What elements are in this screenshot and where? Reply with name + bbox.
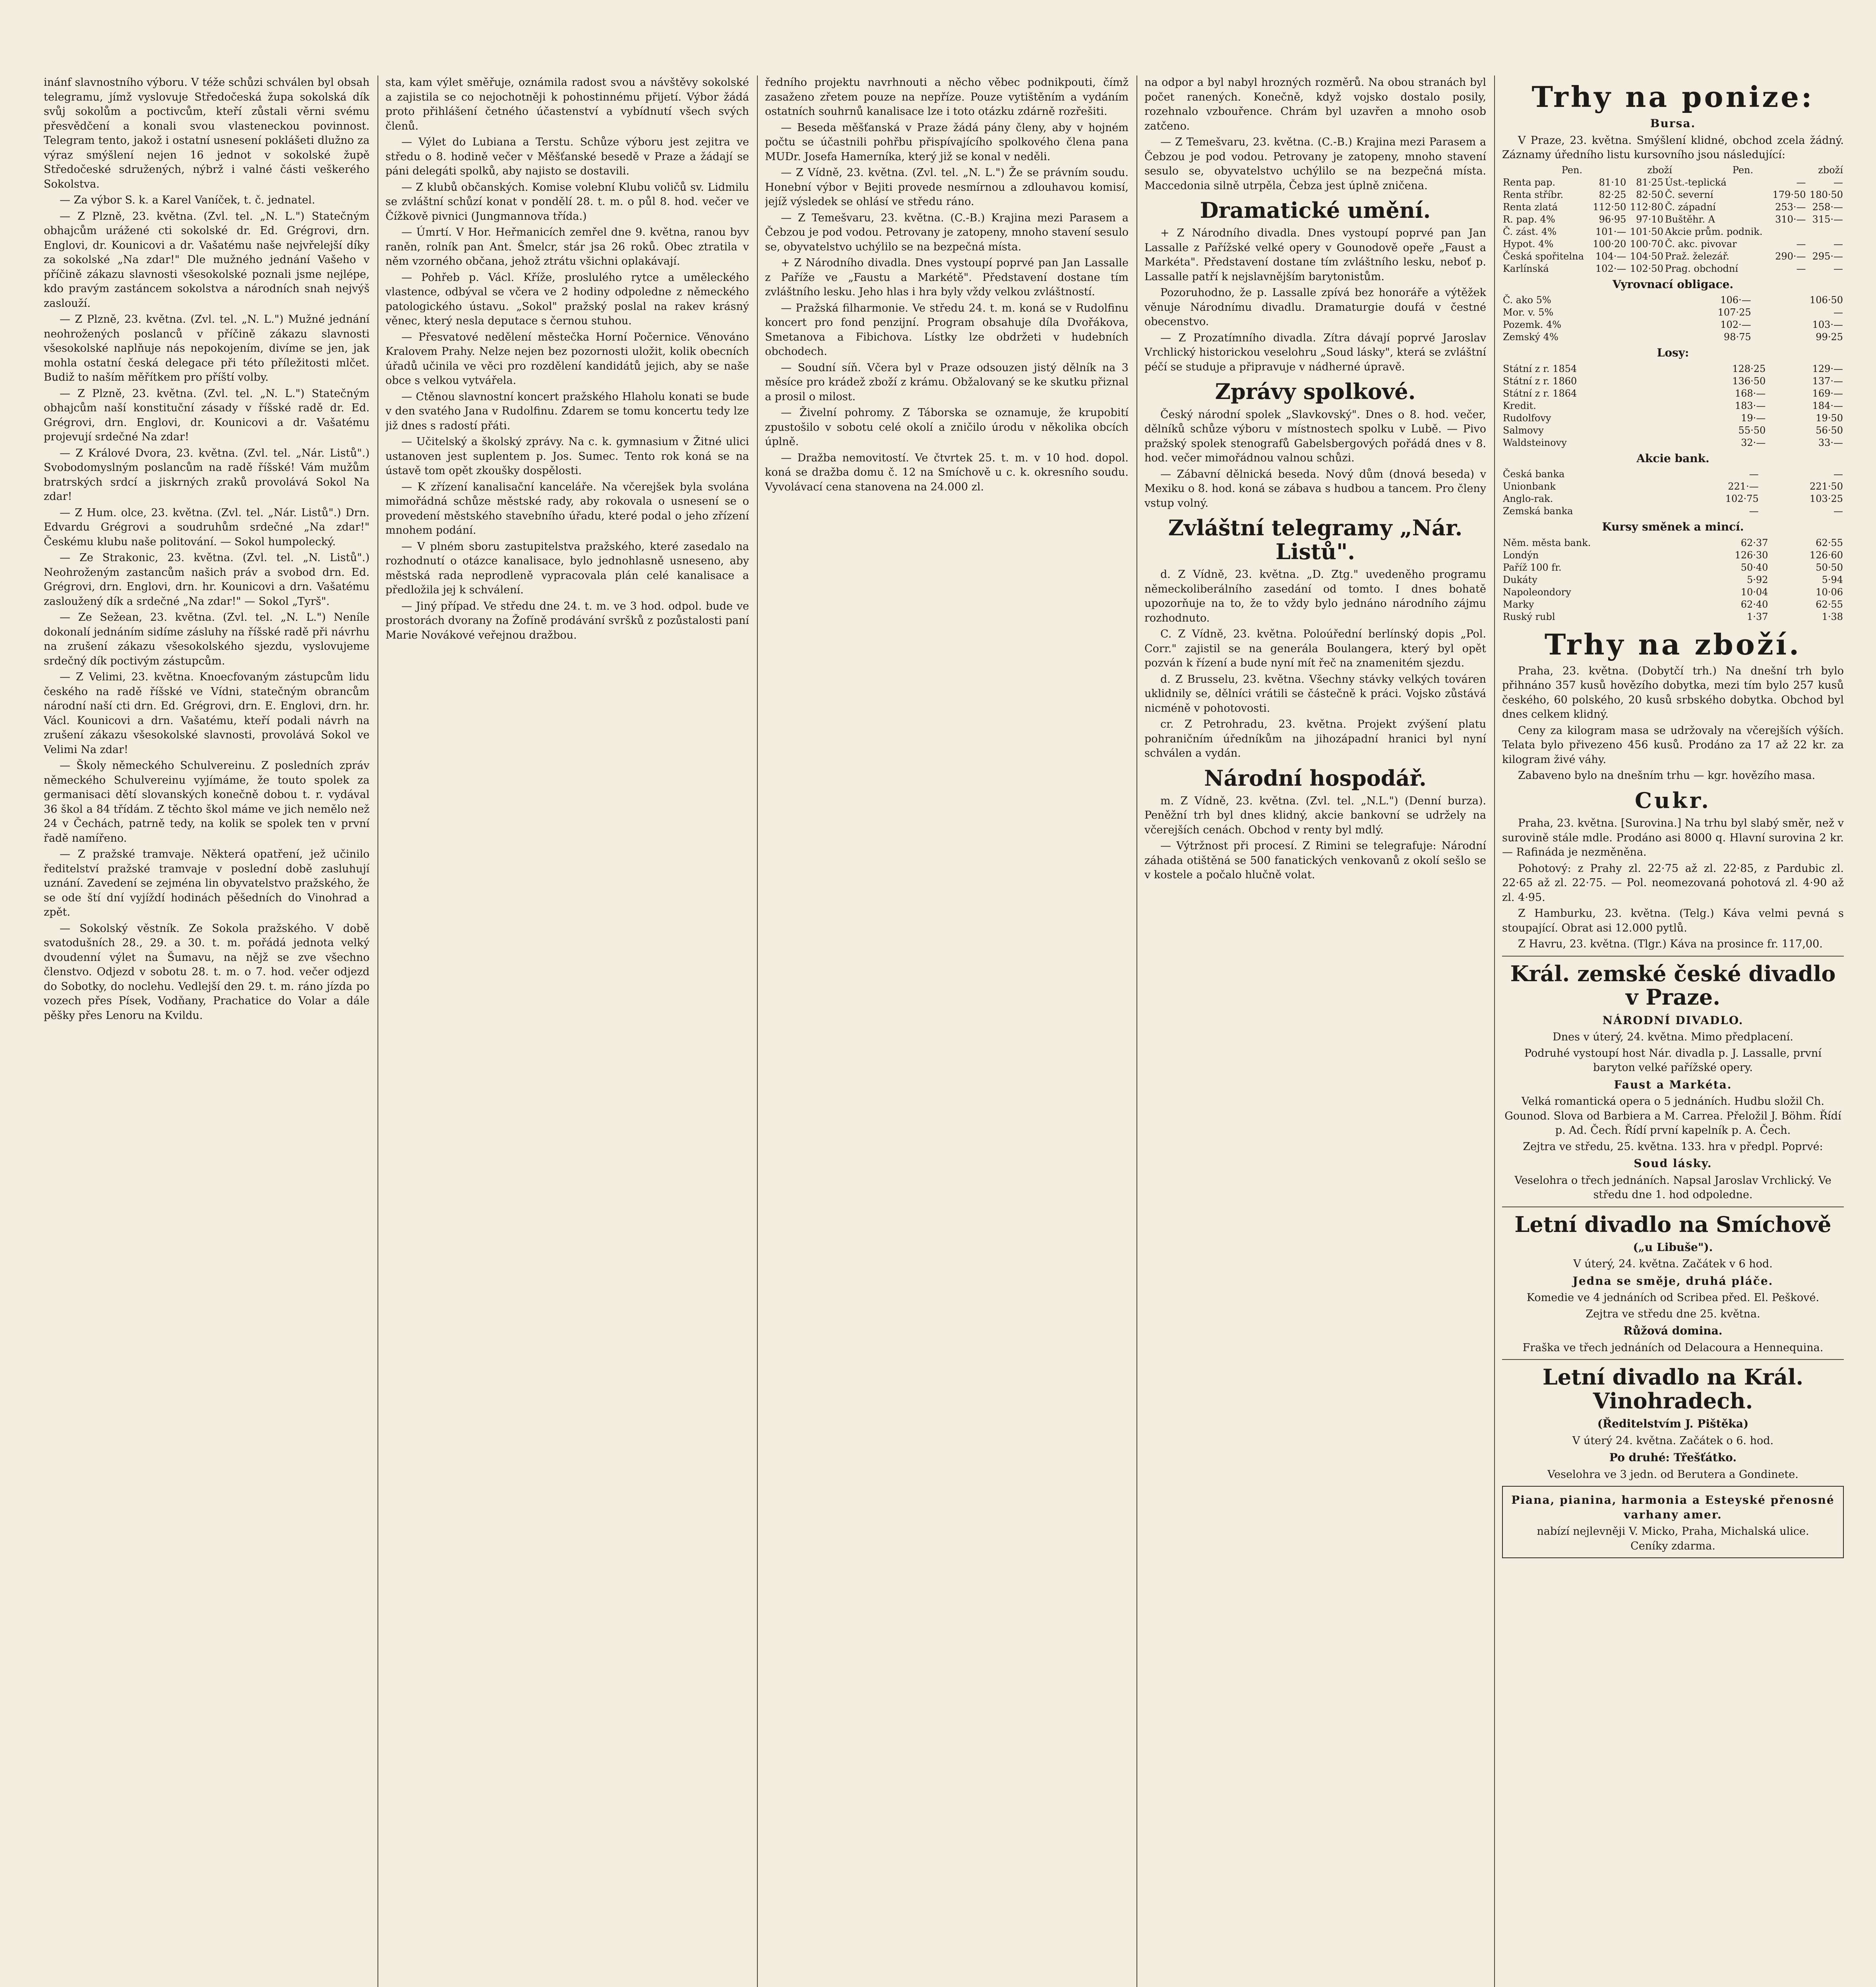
- theatre-text: Dnes v úterý, 24. května. Mimo předplacení.: [1553, 1031, 1793, 1044]
- table-cell: Salmovy: [1503, 424, 1544, 436]
- rates-table: [1502, 363, 1844, 449]
- section-heading: Zvláštní telegramy „Nár. Listů".: [1168, 515, 1463, 564]
- article: Zabaveno bylo na dnešním trhu — kgr. hovězího masa.: [1518, 769, 1816, 782]
- table-cell: 180·50: [1810, 189, 1843, 200]
- article: — Za výbor S. k. a Karel Vaníček, t. č. jednatel.: [60, 194, 316, 206]
- rates-table: [1502, 537, 1844, 623]
- table-cell: —: [1833, 263, 1843, 274]
- article: — Z Vídně, 23. května. (Zvl. tel. „N. L.") Že se právním soudu. Honební výbor v Bejiti provede nesmírnou a zdlouhavou komisí, jejíž výsledek se ohlásí ve středu ráno.: [765, 167, 1129, 208]
- table-cell: Renta zlatá: [1503, 201, 1558, 213]
- table-cell: 62·55: [1816, 537, 1843, 548]
- table-cell: 50·40: [1740, 562, 1768, 573]
- theatre-text: V úterý 24. května. Začátek o 6. hod.: [1572, 1434, 1774, 1447]
- table-cell: 102·75: [1725, 493, 1759, 505]
- play-title: Soud lásky.: [1634, 1157, 1712, 1170]
- article: — K zřízení kanalisační kanceláře. Na včerejšek byla svolána mimořádná schůze městské rady, aby rokovala o usnesení se o provedení městského stavebního úřadu, které podal o jeho zřízení mnohem podání.: [385, 480, 749, 536]
- section-heading: Cukr.: [1635, 787, 1711, 813]
- table-cell: Buštěhr. A: [1665, 213, 1715, 225]
- table-cell: 136·50: [1732, 375, 1766, 387]
- article: + Z Národního divadla. Dnes vystoupí poprvé pan Jan Lassalle z Pařížské velké opery v Gounodově opeře „Faust a Markéta". Představení dostane tím zvláštního lesku, neboť p. Lassalle patří k nejslavnějším barytonistům.: [1144, 227, 1486, 283]
- article: Pohotový: z Prahy zl. 22·75 až zl. 22·85, z Pardubic zl. 22·65 až zl. 22·75. — Pol. neomezovaná pohotová zl. 4·90 až zl. 4·95.: [1502, 862, 1844, 904]
- table-row: [1502, 562, 1844, 574]
- table-cell: 126·60: [1810, 549, 1843, 561]
- section-heading: Zprávy spolkové.: [1215, 379, 1416, 405]
- article: d. Z Vídně, 23. května. „D. Ztg." uvedeněho programu německoliberálního zasedání od tomto. I dnes bohatě upozorňuje na to, že to vždy bylo jednáno národního zájmu rozhodnuto.: [1144, 568, 1486, 624]
- table-cell: Č. západní: [1665, 201, 1716, 213]
- table-cell: 102·50: [1630, 263, 1663, 274]
- table-cell: 258·—: [1812, 201, 1843, 213]
- article: — Živelní pohromy. Z Táborska se oznamuje, že krupobití zpustošilo v sobotu celé okolí a zničilo úrodu v několika obcích úplně.: [765, 407, 1129, 448]
- table-row: [1502, 424, 1844, 437]
- table-cell: Mor. v. 5%: [1503, 307, 1554, 318]
- table-cell: Úst.-teplická: [1665, 176, 1727, 188]
- table-cell: 99·25: [1816, 331, 1843, 343]
- subheading: Akcie bank.: [1636, 451, 1710, 465]
- rates-table: [1502, 176, 1844, 275]
- article: sta, kam výlet směřuje, oznámila radost svou a návštěvy sokolské a zajistila se co nejochotněji k pohostinnému přijetí. Výbor žádá proto přihlášení četného účastenství a vybídnutí všech svých členů.: [385, 76, 749, 132]
- table-cell: —: [1833, 238, 1843, 250]
- article: — Z Plzně, 23. května. (Zvl. tel. „N. L.") Mužné jednání neohrožených poslanců v příčině zákazu slavnosti všesokolské naplňuje nás nepokojením, divíme se jen, jak mohla ostatní česká delegace při této příležitosti mlčet. Budiž to naším měřítkem pro příští volby.: [44, 313, 370, 383]
- table-cell: 19·—: [1741, 412, 1766, 424]
- table-cell: 100·20: [1593, 238, 1626, 250]
- section-heading: Trhy na zboží.: [1544, 627, 1802, 661]
- article: — Z Temešvaru, 23. května. (C.-B.) Krajina mezi Parasem a Čebzou je pod vodou. Petrovany je zatopeny, mnoho stavení sesulo se, obyvatelstvo uchýlilo se na bezpečná místa.: [765, 211, 1129, 253]
- table-cell: 168·—: [1735, 387, 1766, 399]
- table-cell: 128·25: [1732, 363, 1766, 374]
- table-cell: —: [1833, 307, 1843, 318]
- table-row: [1502, 537, 1844, 549]
- table-cell: Ruský rubl: [1503, 611, 1555, 622]
- theatre-text: Zejtra ve středu dne 25. května.: [1586, 1307, 1760, 1320]
- table-row: [1502, 375, 1844, 387]
- article: inánf slavnostního výboru. V téže schůzi schválen byl obsah telegramu, jímž vyslovuje Středočeská župa sokolská dík svůj sokolům a poctivcům, kteří zůstali věrni svému přesvědčení a konali svou vlasteneckou povinnost. Telegram tento, jakož i ostatní usnesení poklášeti dlužno za výraz smýšlení nejen 16 jednot v sokolské župě Středočeské sdružených, nýbrž i valné části veškerého Sokolstva.: [44, 76, 370, 190]
- table-cell: Česká banka: [1503, 469, 1565, 480]
- table-cell: Renta stříbr.: [1503, 189, 1564, 200]
- table-cell: Pen.: [1561, 164, 1583, 176]
- play-title: Faust a Markéta.: [1614, 1078, 1732, 1091]
- table-cell: Anglo-rak.: [1503, 493, 1553, 505]
- article: — Školy německého Schulvereinu. Z posledních zpráv německého Schulvereinu vyjímáme, že touto spolek za germanisaci dětí slovanských konečně dobou t. r. vydával 36 škol a 84 třídám. Z těchto škol máme ve jich nemělo než 24 v Čechách, patrně tedy, na kolik se spolek ten v první řadě namířeno.: [44, 759, 370, 844]
- table-row: [1502, 213, 1844, 226]
- table-row: [1502, 468, 1844, 480]
- table-cell: 104·50: [1630, 250, 1663, 262]
- table-cell: zboží: [1818, 164, 1843, 176]
- advertisement: [1502, 1486, 1844, 1558]
- table-cell: Unionbank: [1503, 481, 1556, 492]
- table-cell: Státní z r. 1864: [1503, 387, 1577, 399]
- table-row: [1502, 164, 1844, 176]
- article: — Z Hum. olce, 23. května. (Zvl. tel. „Nár. Listů".) Drn. Edvardu Grégrovi a soudruhům srdečné „Na zdar!" Českému klubu naše politování. — Sokol humpolecký.: [44, 506, 370, 548]
- table-cell: 137·—: [1812, 375, 1843, 387]
- article: cr. Z Petrohradu, 23. května. Projekt zvýšení platu pohraničním úředníkům na jihozápadní hranici byl nyní schválen a vydán.: [1144, 718, 1486, 760]
- table-cell: 55·50: [1738, 424, 1766, 436]
- table-cell: 5·94: [1822, 574, 1843, 585]
- article: — Zábavní dělnická beseda. Nový dům (dnová beseda) v Mexiku o 8. hod. koná se zábava s hudbou a tancem. Pro členy vstup volný.: [1144, 468, 1486, 509]
- table-cell: 81·25: [1636, 176, 1663, 188]
- article: Z Havru, 23. května. (Tlgr.) Káva na prosince fr. 117,00.: [1518, 938, 1823, 951]
- table-cell: Prag. obchodní: [1665, 263, 1739, 274]
- table-row: [1502, 505, 1844, 517]
- table-row: [1502, 611, 1844, 623]
- theatre-text: Komedie ve 4 jednáních od Scribea před. El. Peškové.: [1526, 1292, 1820, 1304]
- article: — Z pražské tramvaje. Některá opatření, jež učinilo ředitelství pražské tramvaje v poslední době zasluhují uznání. Zavedení se zejména lin obyvatelstvo pražského, že se ode ští dní vyjíždí hodinách pěšedních do Vinohrad a zpět.: [44, 848, 370, 918]
- column-1: [44, 76, 370, 1987]
- table-cell: Česká spořitelna: [1503, 250, 1584, 262]
- theatre-subtitle: NÁRODNÍ DIVADLO.: [1602, 1013, 1744, 1027]
- theatre-text: Zejtra ve středu, 25. května. 133. hra v předpl. Poprvé:: [1523, 1140, 1823, 1153]
- article: — Z Plzně, 23. května. (Zvl. tel. „N. L.") Statečným obhajcům urážené cti sokolské dr. Ed. Grégrovi, drn. Englovi, dr. Kounicovi a dr. Vašatému naše nejvřelejší díky za sokolské „Na zdar!" Dle mužného jednání Vašeho v příčině zákazu slavnosti všesokolské poznali jsme nejlépe, kdo pravým zastáncem sokolstva a národních snah nejvýš zaslouží.: [44, 210, 370, 310]
- table-cell: —: [1833, 469, 1843, 480]
- table-row: [1502, 250, 1844, 263]
- article: — Z Králové Dvora, 23. května. (Zvl. tel. „Nár. Listů".) Svobodomyslným poslancům na radě říšské! Vám mužům bratrských srdcí a jiskrných zraků provolává Sokol Na zdar!: [44, 447, 370, 503]
- article: Praha, 23. května. [Surovina.] Na trhu byl slabý směr, než v surovině stále mdle. Prodáno asi 8000 q. Hlavní surovina 2 kr. — Rafináda je nezměněna.: [1502, 817, 1844, 859]
- article: m. Z Vídně, 23. května. (Zvl. tel. „N.L.") (Denní burza). Peněžní trh byl dnes klidný, akcie bankovní se udržely na včerejších cenách. Obchod v renty byl mdlý.: [1144, 794, 1486, 836]
- ad-headline: Piana, pianina, harmonia a Esteyské přenosné varhany amer.: [1511, 1493, 1835, 1521]
- article: — Beseda měšťanská v Praze žádá pány členy, aby v hojném počtu se účastnili pohřbu přispívajícího spolkového člena pana MUDr. Josefa Hamerníka, který již se konal v neděli.: [765, 121, 1129, 163]
- theatre-title: Král. zemské české divadlo v Praze.: [1510, 961, 1836, 1010]
- article: — Z Prozatímního divadla. Zítra dávají poprvé Jaroslav Vrchlický historickou veselohru „Soud lásky", která se zvláštní péčí se studuje a připravuje v nádherné úpravě.: [1144, 331, 1486, 373]
- table-cell: 62·55: [1816, 598, 1843, 610]
- article: Praha, 23. května. (Dobytčí trh.) Na dnešní trh bylo přihnáno 357 kusů hovězího dobytka, mezi tím bylo 257 kusů českého, 60 polského, 20 kusů srbského dobytka. Obchod byl dnes celkem klidný.: [1502, 664, 1844, 721]
- table-cell: Londýn: [1503, 549, 1539, 561]
- article: — Z Plzně, 23. května. (Zvl. tel. „N. L.") Statečným obhajcům naší konstituční zásady v říšské radě dr. Ed. Grégrovi, drn. Englovi, dr. Kounicovi a dr. Vašatému projevují srdečné Na zdar!: [44, 387, 370, 443]
- table-cell: Č. ako 5%: [1503, 294, 1551, 306]
- article: — V plném sboru zastupitelstva pražského, které zasedalo na rozhodnutí o otázce kanalisace, bylo jednohlasně usneseno, aby městská rada neprodleně vypracovala plán celé kanalisace a předložila jej k schválení.: [385, 540, 749, 596]
- table-cell: 315·—: [1812, 213, 1843, 225]
- table-cell: —: [1796, 176, 1806, 188]
- column-2: [385, 76, 749, 1987]
- table-cell: 101·—: [1595, 226, 1626, 237]
- article: — Z Temešvaru, 23. května. (C.-B.) Krajina mezi Parasem a Čebzou je pod vodou. Petrovany je zatopeny, mnoho stavení sesulo se, obyvatelstvo uchýlilo se na bezpečná místa. Maccedonia silně utrpěla, Čebza jest úplně zničena.: [1144, 136, 1486, 192]
- table-cell: 5·92: [1747, 574, 1768, 585]
- table-cell: 33·—: [1818, 437, 1843, 448]
- rates-table: [1502, 468, 1844, 517]
- theatre-subtitle: („u Libuše").: [1633, 1240, 1713, 1254]
- table-cell: Hypot. 4%: [1503, 238, 1554, 250]
- table-row: [1502, 598, 1844, 611]
- table-row: [1502, 586, 1844, 598]
- table-cell: —: [1796, 238, 1806, 250]
- table-cell: 19·50: [1816, 412, 1843, 424]
- table-cell: 50·50: [1816, 562, 1843, 573]
- table-row: [1502, 331, 1844, 343]
- subheading: Vyrovnací obligace.: [1612, 277, 1734, 291]
- theatre-title: Letní divadlo na Smíchově: [1514, 1211, 1831, 1237]
- article: + Z Národního divadla. Dnes vystoupí poprvé pan Jan Lassalle z Paříže ve „Faustu a Markétě". Představení dostane tím zvláštního lesku. Jeho hlas i hra byly vždy velkou zvláštností.: [765, 257, 1129, 298]
- table-cell: Pozemk. 4%: [1503, 319, 1562, 331]
- table-row: [1502, 238, 1844, 250]
- table-cell: zboží: [1647, 164, 1672, 176]
- rates-table: [1502, 164, 1844, 176]
- table-cell: [1673, 164, 1679, 176]
- table-cell: 184·—: [1812, 400, 1843, 411]
- table-cell: 129·—: [1812, 363, 1843, 374]
- table-cell: 97·10: [1636, 213, 1663, 225]
- table-cell: Praž. železář.: [1665, 250, 1729, 262]
- article: — Výtržnost při procesí. Z Rimini se telegrafuje: Národní záhada otištěná se 500 fanatických venkovanů z okolí sešlo se v kostele a počalo hlučně volat.: [1144, 840, 1486, 881]
- article: — Z klubů občanských. Komise volební Klubu voličů sv. Lidmilu se zvláštní schůzí konat v pondělí 28. t. m. o půl 8. hod. večer ve Čížkově pivnici (Jungmannova třída.): [385, 181, 749, 223]
- table-cell: 106·—: [1720, 294, 1751, 306]
- column-rule: [1494, 76, 1495, 1987]
- table-cell: Paříž 100 fr.: [1503, 562, 1562, 573]
- table-cell: [1502, 164, 1508, 176]
- table-cell: [1807, 226, 1844, 238]
- article: V Praze, 23. května. Smýšlení klidné, obchod zcela žádný. Záznamy úředního listu kursovního jsou následující:: [1502, 134, 1844, 161]
- table-cell: 10·06: [1816, 586, 1843, 598]
- article: — Sokolský věstník. Ze Sokola pražského. V době svatodušních 28., 29. a 30. t. m. pořádá jednota velký dvoudenní výlet na Šumavu, na nějž se zve všechno členstvo. Odjezd v sobotu 28. t. m. o 7. hod. večer odjezd do Sobotky, do noclehu. Vedlejší den 29. t. m. ráno jízda po vozech přes Písek, Vodňany, Prachatice do Volar a dále pěšky přes Lenoru na Kvildu.: [44, 922, 370, 1022]
- article: — Soudní síň. Včera byl v Praze odsouzen jistý dělník na 3 měsíce pro krádež zboží z krámu. Obžalovaný se ke skutku přiznal a prosil o milost.: [765, 361, 1129, 403]
- column-4: [1144, 76, 1486, 1987]
- table-cell: 1·37: [1747, 611, 1768, 622]
- table-row: [1502, 294, 1844, 306]
- ad-text: nabízí nejlevněji V. Micko, Praha, Michalská ulice.: [1537, 1525, 1809, 1538]
- table-cell: 103·—: [1812, 319, 1843, 331]
- table-cell: Zemská banka: [1503, 505, 1573, 517]
- table-row: [1502, 263, 1844, 275]
- table-cell: 82·25: [1599, 189, 1626, 200]
- table-cell: Napoleondory: [1503, 586, 1571, 598]
- table-cell: 112·80: [1630, 201, 1663, 213]
- article: — Dražba nemovitostí. Ve čtvrtek 25. t. m. v 10 hod. dopol. koná se dražba domu č. 12 na Smíchově u c. k. okresního soudu. Vyvolávací cena stanovena na 24.000 zl.: [765, 451, 1129, 493]
- table-cell: 253·—: [1775, 201, 1806, 213]
- table-row: [1502, 437, 1844, 449]
- table-cell: 221·50: [1810, 481, 1843, 492]
- table-cell: 62·37: [1740, 537, 1768, 548]
- table-cell: R. pap. 4%: [1503, 213, 1555, 225]
- section-heading: Trhy na ponize:: [1531, 80, 1814, 114]
- theatre-subtitle: (Ředitelstvím J. Pištěka): [1597, 1417, 1749, 1431]
- article: — Ctěnou slavnostní koncert pražského Hlaholu konati se bude v den svatého Jana v Rudolfinu. Zdarem se tomu koncertu tedy lze již dnes s radostí přáti.: [385, 390, 749, 432]
- table-cell: 100·70: [1630, 238, 1663, 250]
- article: — Ze Sežean, 23. května. (Zvl. tel. „N. L.") Neníle dokonalí jednáním sidíme zásluhy na říšské radě při návrhu na zrušení zákazu všesokolského sjezdu, vyslovujeme srdečný dík poctivým zástupcům.: [44, 611, 370, 667]
- table-cell: 169·—: [1812, 387, 1843, 399]
- table-cell: 62·40: [1740, 598, 1768, 610]
- table-cell: 112·50: [1593, 201, 1626, 213]
- table-cell: 310·—: [1775, 213, 1806, 225]
- table-cell: —: [1796, 263, 1806, 274]
- subheading: Losy:: [1657, 346, 1689, 360]
- column-3: [765, 76, 1129, 1987]
- table-cell: 179·50: [1772, 189, 1806, 200]
- table-cell: —: [1749, 469, 1759, 480]
- theatre-text: Veselohra o třech jednáních. Napsal Jaroslav Vrchlický. Ve středu dne 1. hod odpoledne.: [1514, 1174, 1831, 1201]
- column-rule: [1136, 76, 1137, 1987]
- table-cell: Něm. města bank.: [1503, 537, 1591, 548]
- table-cell: Zemský 4%: [1503, 331, 1558, 343]
- table-row: [1502, 400, 1844, 412]
- table-cell: Waldsteinovy: [1503, 437, 1567, 448]
- article: — Úmrtí. V Hor. Heřmanicích zemřel dne 9. května, ranou byv raněn, rolník pan Ant. Šmelcr, stár jsa 26 roků. Obec ztratila v něm vzorného občana, jehož ztrátu všichni oplakávají.: [385, 226, 749, 267]
- play-title: Po druhé: Třešťátko.: [1609, 1451, 1737, 1464]
- table-cell: Dukáty: [1503, 574, 1537, 585]
- table-cell: 101·50: [1630, 226, 1663, 237]
- subheading: Bursa.: [1650, 117, 1696, 130]
- table-row: [1502, 549, 1844, 562]
- table-row: [1502, 493, 1844, 505]
- theatre-text: Velká romantická opera o 5 jednáních. Hudbu složil Ch. Gounod. Slova od Barbiera a M. Carrea. Přeložil J. Böhm. Řídí p. Ad. Čech. Řídí první kapelník p. A. Čech.: [1504, 1095, 1841, 1137]
- play-title: Růžová domina.: [1623, 1324, 1723, 1338]
- table-row: [1502, 574, 1844, 586]
- table-cell: 1·38: [1822, 611, 1843, 622]
- play-title: Jedna se směje, druhá pláče.: [1572, 1274, 1773, 1288]
- theatre-text: Podruhé vystoupí host Nár. divadla p. J. Lassalle, první baryton velké pařížské opery.: [1524, 1047, 1822, 1074]
- table-cell: 107·25: [1717, 307, 1751, 318]
- article: C. Z Vídně, 23. května. Poloúřední berlínský dopis „Pol. Corr." zajistil se na generála Boulangera, který byl opět pozván k řízení a bude nyní mít řeč na znamenitém sjezdu.: [1144, 628, 1486, 670]
- table-cell: [1770, 226, 1806, 238]
- table-cell: Státní z r. 1860: [1503, 375, 1577, 387]
- article: na odpor a byl nabyl hrozných rozměrů. Na obou stranách byl počet ranených. Konečně, když vojsko dostalo posily, rozehnalo vzbouřence. Chrám byl uzavřen a mnoho osob zatčeno.: [1144, 76, 1486, 132]
- article: — Učitelský a školský zprávy. Na c. k. gymnasium v Žitné ulici ustanoven jest suplentem p. Jos. Sumec. Tento rok koná se na ústavě tom opět zkoušky dospělosti.: [385, 436, 749, 477]
- divider: [1502, 956, 1844, 957]
- table-row: [1502, 306, 1844, 319]
- article: — Přesvatové nedělení městečka Horní Počernice. Věnováno Kralovem Prahy. Nelze nejen bez pozornosti uložit, kolik obecních úřadů učinila ve věci pro rozdělení kandidátů jejich, aby se naše obce s velkou vytvářela.: [385, 331, 749, 387]
- table-cell: Státní z r. 1854: [1503, 363, 1577, 374]
- table-row: [1502, 319, 1844, 331]
- table-cell: Karlínská: [1503, 263, 1549, 274]
- table-row: [1502, 176, 1844, 189]
- table-row: [1502, 480, 1844, 493]
- table-row: [1502, 412, 1844, 424]
- article: Ceny za kilogram masa se udržovaly na včerejších výších. Telata bylo přivezeno 456 kusů. Prodáno za 17 až 22 kr. za kilogram živé váhy.: [1502, 724, 1844, 766]
- table-cell: —: [1833, 176, 1843, 188]
- article: — Jiný případ. Ve středu dne 24. t. m. ve 3 hod. odpol. bude ve prostorách dvorany na Žofíně prodávání svršků z pozůstalosti paní Marie Novákové veřejnou dražbou.: [385, 600, 749, 641]
- table-cell: 221·—: [1728, 481, 1759, 492]
- article: Pozoruhodno, že p. Lassalle zpívá bez honoráře a výtěžek věnuje Národnímu divadlu. Dramaturgie doufá v čestné obecenstvo.: [1144, 287, 1486, 328]
- article: Z Hamburku, 23. května. (Telg.) Káva velmi pevná s stoupající. Obrat asi 12.000 pytlů.: [1502, 907, 1844, 934]
- divider: [1502, 1359, 1844, 1360]
- table-cell: 102·—: [1720, 319, 1751, 331]
- article: — Pohřeb p. Václ. Kříže, proslulého rytce a uměleckého vlastence, odbýval se včera ve 2 hodiny odpoledne z německého patologického ústavu. „Sokol" pražský poslal na rakev krásný věnec, který nesla deputace s černou stuhou.: [385, 271, 749, 327]
- table-cell: 106·50: [1810, 294, 1843, 306]
- table-row: [1502, 226, 1844, 238]
- table-cell: 82·50: [1636, 189, 1663, 200]
- table-cell: —: [1749, 505, 1759, 517]
- section-heading: Dramatické umění.: [1200, 198, 1431, 223]
- table-cell: Marky: [1503, 598, 1534, 610]
- column-5: [1502, 76, 1844, 1987]
- table-cell: —: [1833, 505, 1843, 517]
- article: — Z Velimi, 23. května. Knoecfovaným zástupcům lidu českého na radě říšské ve Vídni, statečným obrancům národní naší cti drn. Ed. Grégrovi, drn. E. Englovi, drn. hr. Václ. Kounicovi a drn. Vašatému, kteří podali návrh na zrušení zákazu všesokolské slavnosti, provolává Sokol ve Velimi Na zdar!: [44, 671, 370, 756]
- theatre-title: Letní divadlo na Král. Vinohradech.: [1542, 1364, 1804, 1414]
- table-cell: 103·25: [1810, 493, 1843, 505]
- article: — Ze Strakonic, 23. května. (Zvl. tel. „N. Listů".) Neohroženým zastancům našich práv a svobod drn. Ed. Grégrovi, drn. Englovi, drn. hr. Kounicovi a drn. Vašatému zasloužený dík a srdečné „Na zdar!" — Sokol „Tyrš".: [44, 552, 370, 608]
- table-row: [1502, 201, 1844, 213]
- table-cell: 32·—: [1741, 437, 1766, 448]
- table-cell: 295·—: [1812, 250, 1843, 262]
- table-cell: Č. akc. pivovar: [1665, 238, 1737, 250]
- subheading: Kursy směnek a mincí.: [1602, 520, 1744, 534]
- table-row: [1502, 363, 1844, 375]
- theatre-text: Veselohra ve 3 jedn. od Berutera a Gondinete.: [1547, 1468, 1799, 1481]
- theatre-text: V úterý, 24. května. Začátek v 6 hod.: [1573, 1258, 1773, 1270]
- table-cell: Kredit.: [1503, 400, 1536, 411]
- table-cell: Pen.: [1732, 164, 1754, 176]
- article: Český národní spolek „Slavkovský". Dnes o 8. hod. večer, dělníků schůze výboru v místnostech spolku v Lubě. — Pivo pražský spolek stenografů Gabelsbergových pořádá dnes v 8. hod. večer mimořádnou valnou schůzi.: [1144, 408, 1486, 465]
- rates-table: [1502, 294, 1844, 343]
- table-cell: 183·—: [1735, 400, 1766, 411]
- table-cell: Č. zást. 4%: [1503, 226, 1557, 237]
- table-row: [1502, 189, 1844, 201]
- table-cell: 126·30: [1735, 549, 1768, 561]
- table-row: [1502, 387, 1844, 400]
- article: — Pražská filharmonie. Ve středu 24. t. m. koná se v Rudolfinu koncert pro fond penzijní. Program obsahuje díla Dvořákova, Smetanova a Fibichova. Lístky lze obdržeti v hudebních obchodech.: [765, 302, 1129, 358]
- article: d. Z Brusselu, 23. května. Všechny stávky velkých továren uklidnily se, dělníci vrátili se částečně k práci. Vojsko zůstává nicméně v pohotovosti.: [1144, 673, 1486, 715]
- table-cell: Akcie prům. podnik.: [1665, 226, 1763, 237]
- column-rule: [757, 76, 758, 1987]
- table-cell: 81·10: [1599, 176, 1626, 188]
- table-cell: 98·75: [1723, 331, 1751, 343]
- article: — Výlet do Lubiana a Terstu. Schůze výboru jest zejitra ve středu o 8. hodině večer v Měšťanské besedě v Praze a žádají se páni delegáti spolků, aby najisto se dostavili.: [385, 136, 749, 177]
- table-cell: 104·—: [1595, 250, 1626, 262]
- table-cell: 10·04: [1740, 586, 1768, 598]
- article: ředního projektu navrhnouti a něcho věbec podnikpouti, čímž zasaženo zřetem pouze na nepříze. Pouze vytištěním a vydáním ostatních souhrnů kanalisace lze i toto otázku zdárně rozřešiti.: [765, 76, 1129, 118]
- ad-text: Ceníky zdarma.: [1630, 1540, 1715, 1552]
- table-cell: 96·95: [1599, 213, 1626, 225]
- table-cell: 102·—: [1595, 263, 1626, 274]
- table-cell: Rudolfovy: [1503, 412, 1551, 424]
- table-cell: Č. severní: [1665, 189, 1713, 200]
- section-heading: Národní hospodář.: [1204, 765, 1427, 791]
- table-cell: Renta pap.: [1503, 176, 1555, 188]
- table-cell: 290·—: [1775, 250, 1806, 262]
- theatre-text: Fraška ve třech jednáních od Delacoura a Hennequina.: [1522, 1341, 1824, 1354]
- table-cell: 56·50: [1816, 424, 1843, 436]
